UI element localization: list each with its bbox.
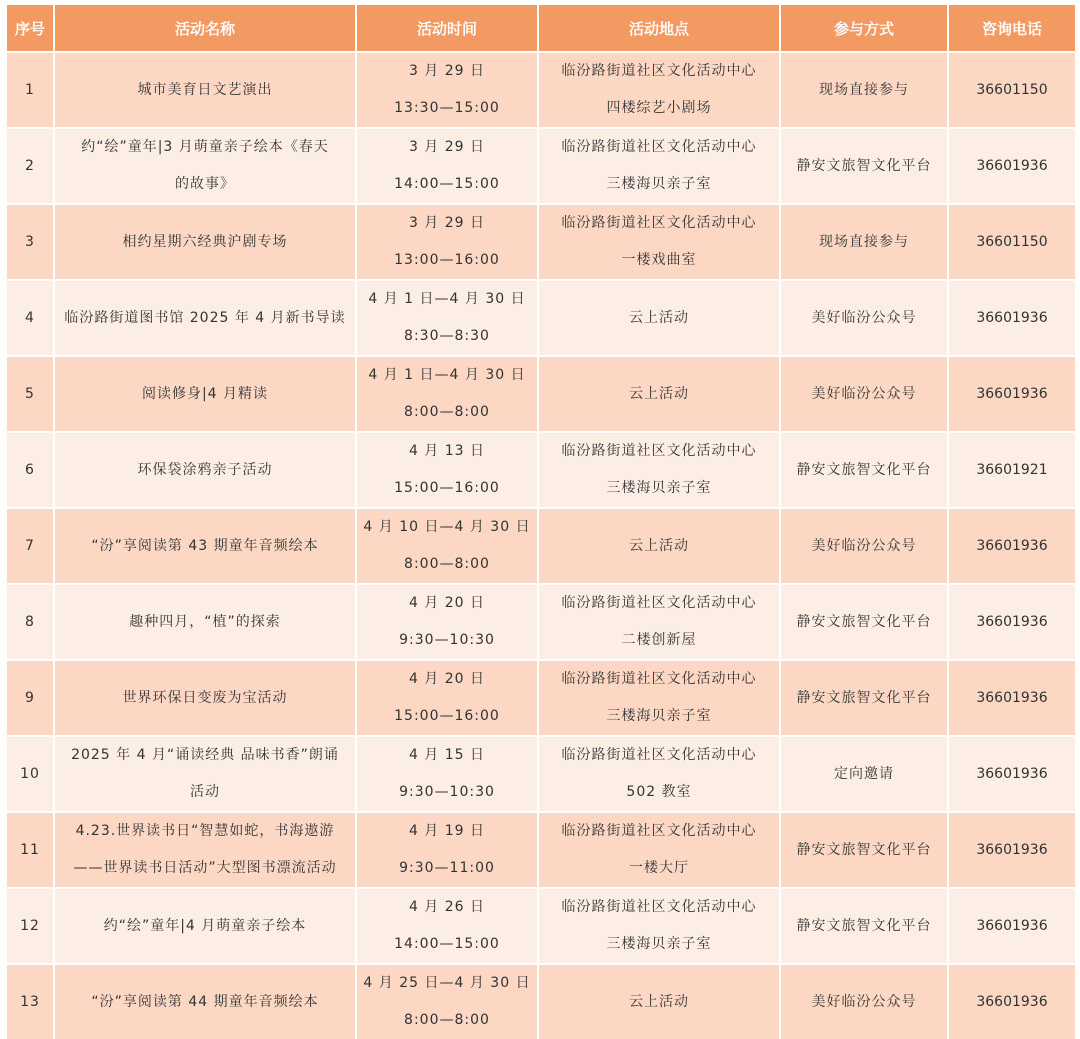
cell-phone: 36601936 [949,355,1075,431]
table-body [7,51,1075,1039]
cell-name-line: “汾”享阅读第 44 期童年音频绘本 [91,993,319,1010]
cell-time-line: 3 月 29 日 [408,139,486,155]
header-place: 活动地点 [539,5,779,51]
table-row [7,811,1075,887]
cell-place-line: 临汾路街道社区文化活动中心 [561,747,757,763]
cell-time-line: 8:00—8:00 [404,1012,490,1028]
cell-place-line: 云上活动 [629,309,689,326]
cell-method: 静安文旅智文化平台 [781,431,947,507]
cell-name-line: ——世界读书日活动”大型图书漂流活动 [73,860,337,876]
cell-time [357,507,537,583]
cell-time [357,355,537,431]
cell-place-line: 临汾路街道社区文化活动中心 [561,899,757,915]
cell-place [539,431,779,507]
table-row [7,887,1075,963]
cell-time [357,51,537,127]
cell-name-line: 约“绘”童年|4 月萌童亲子绘本 [103,917,307,934]
cell-name-line: 城市美育日文艺演出 [137,81,273,98]
cell-place-line: 三楼海贝亲子室 [606,708,712,724]
cell-no: 1 [7,51,53,127]
cell-name [55,127,355,203]
cell-place-line: 云上活动 [629,385,689,402]
cell-place-line: 临汾路街道社区文化活动中心 [561,139,757,155]
cell-no: 13 [7,963,53,1039]
cell-time-line: 8:00—8:00 [404,404,490,420]
cell-time-line: 9:30—11:00 [399,860,495,876]
cell-time-line: 4 月 19 日 [408,823,486,839]
cell-place-line: 临汾路街道社区文化活动中心 [561,671,757,687]
cell-place-line: 三楼海贝亲子室 [606,480,712,496]
cell-time [357,735,537,811]
cell-phone: 36601936 [949,127,1075,203]
cell-phone: 36601150 [949,51,1075,127]
cell-method: 现场直接参与 [781,51,947,127]
cell-place-line: 临汾路街道社区文化活动中心 [561,823,757,839]
cell-place [539,887,779,963]
cell-name [55,887,355,963]
cell-method: 静安文旅智文化平台 [781,811,947,887]
table-row [7,127,1075,203]
cell-name [55,279,355,355]
cell-name-line: 的故事》 [175,176,235,192]
cell-name [55,51,355,127]
cell-name-line: “汾”享阅读第 43 期童年音频绘本 [91,537,319,554]
cell-name [55,811,355,887]
cell-place [539,279,779,355]
cell-no: 12 [7,887,53,963]
cell-time-line: 3 月 29 日 [408,215,486,231]
header-name: 活动名称 [55,5,355,51]
cell-time [357,279,537,355]
cell-place-line: 临汾路街道社区文化活动中心 [561,215,757,231]
cell-time [357,127,537,203]
cell-name [55,355,355,431]
header-no: 序号 [7,5,53,51]
cell-time-line: 8:00—8:00 [404,556,490,572]
table-row [7,659,1075,735]
cell-method: 美好临汾公众号 [781,963,947,1039]
header-time: 活动时间 [357,5,537,51]
cell-place [539,507,779,583]
table-row [7,203,1075,279]
cell-time-line: 4 月 25 日—4 月 30 日 [363,975,531,991]
cell-phone: 36601936 [949,659,1075,735]
cell-place-line: 一楼大厅 [629,860,689,876]
cell-time [357,811,537,887]
cell-time-line: 4 月 26 日 [408,899,486,915]
cell-name-line: 4.23.世界读书日“智慧如蛇，书海遨游 [75,823,335,839]
cell-place-line: 三楼海贝亲子室 [606,936,712,952]
cell-no: 7 [7,507,53,583]
cell-time [357,203,537,279]
cell-time [357,887,537,963]
cell-name [55,203,355,279]
header-phone: 咨询电话 [949,5,1075,51]
cell-name [55,507,355,583]
cell-time-line: 15:00—16:00 [394,480,500,496]
cell-method: 静安文旅智文化平台 [781,887,947,963]
cell-phone: 36601936 [949,811,1075,887]
activity-table [5,5,1077,1039]
cell-place-line: 三楼海贝亲子室 [606,176,712,192]
cell-place-line: 云上活动 [629,993,689,1010]
cell-method: 定向邀请 [781,735,947,811]
cell-time-line: 4 月 1 日—4 月 30 日 [368,367,526,383]
cell-place [539,811,779,887]
cell-place [539,659,779,735]
cell-place [539,51,779,127]
table-row [7,507,1075,583]
cell-place [539,583,779,659]
table-header [7,5,1075,51]
cell-phone: 36601936 [949,963,1075,1039]
cell-name-line: 活动 [190,784,220,800]
table-row [7,355,1075,431]
table-row [7,51,1075,127]
cell-place-line: 临汾路街道社区文化活动中心 [561,63,757,79]
cell-place [539,203,779,279]
activity-table-container [5,5,1075,1039]
cell-time-line: 13:00—16:00 [394,252,500,268]
cell-phone: 36601936 [949,583,1075,659]
cell-time-line: 9:30—10:30 [399,784,495,800]
cell-no: 3 [7,203,53,279]
cell-phone: 36601150 [949,203,1075,279]
cell-time-line: 4 月 15 日 [408,747,486,763]
cell-no: 2 [7,127,53,203]
cell-place [539,355,779,431]
cell-method: 现场直接参与 [781,203,947,279]
cell-phone: 36601936 [949,279,1075,355]
cell-name [55,659,355,735]
cell-name [55,431,355,507]
cell-name [55,583,355,659]
cell-no: 8 [7,583,53,659]
table-row [7,735,1075,811]
cell-time [357,583,537,659]
cell-no: 5 [7,355,53,431]
cell-time-line: 9:30—10:30 [399,632,495,648]
table-row [7,431,1075,507]
cell-phone: 36601936 [949,887,1075,963]
cell-no: 6 [7,431,53,507]
table-row [7,279,1075,355]
cell-phone: 36601921 [949,431,1075,507]
cell-name-line: 阅读修身|4 月精读 [141,385,269,402]
cell-method: 静安文旅智文化平台 [781,127,947,203]
cell-name-line: 世界环保日变废为宝活动 [122,689,288,706]
cell-name-line: 2025 年 4 月“诵读经典 品味书香”朗诵 [71,747,339,763]
cell-name-line: 相约星期六经典沪剧专场 [122,233,288,250]
cell-method: 美好临汾公众号 [781,279,947,355]
cell-place-line: 二楼创新屋 [621,632,697,648]
cell-time-line: 4 月 20 日 [408,671,486,687]
cell-place-line: 四楼综艺小剧场 [606,100,712,116]
cell-no: 4 [7,279,53,355]
cell-method: 美好临汾公众号 [781,507,947,583]
cell-time [357,659,537,735]
cell-time-line: 4 月 13 日 [408,443,486,459]
cell-name-line: 约“绘”童年|3 月萌童亲子绘本《春天 [81,139,329,155]
cell-time-line: 14:00—15:00 [394,176,500,192]
cell-time-line: 15:00—16:00 [394,708,500,724]
cell-method: 美好临汾公众号 [781,355,947,431]
cell-time-line: 13:30—15:00 [394,100,500,116]
cell-time-line: 14:00—15:00 [394,936,500,952]
cell-place-line: 云上活动 [629,537,689,554]
cell-method: 静安文旅智文化平台 [781,583,947,659]
cell-name-line: 趣种四月，“植”的探索 [129,613,281,630]
cell-name-line: 临汾路街道图书馆 2025 年 4 月新书导读 [64,309,346,326]
cell-place [539,735,779,811]
cell-no: 9 [7,659,53,735]
cell-name-line: 环保袋涂鸦亲子活动 [137,461,273,478]
header-method: 参与方式 [781,5,947,51]
cell-method: 静安文旅智文化平台 [781,659,947,735]
cell-place-line: 临汾路街道社区文化活动中心 [561,443,757,459]
cell-time-line: 4 月 20 日 [408,595,486,611]
cell-place-line: 临汾路街道社区文化活动中心 [561,595,757,611]
cell-no: 11 [7,811,53,887]
cell-time-line: 8:30—8:30 [404,328,490,344]
cell-place-line: 502 教室 [626,784,692,800]
cell-time-line: 4 月 10 日—4 月 30 日 [363,519,531,535]
cell-phone: 36601936 [949,507,1075,583]
cell-place [539,127,779,203]
cell-name [55,735,355,811]
cell-no: 10 [7,735,53,811]
cell-phone: 36601936 [949,735,1075,811]
cell-time [357,431,537,507]
cell-place-line: 一楼戏曲室 [621,252,697,268]
cell-time-line: 3 月 29 日 [408,63,486,79]
table-row [7,583,1075,659]
cell-time-line: 4 月 1 日—4 月 30 日 [368,291,526,307]
